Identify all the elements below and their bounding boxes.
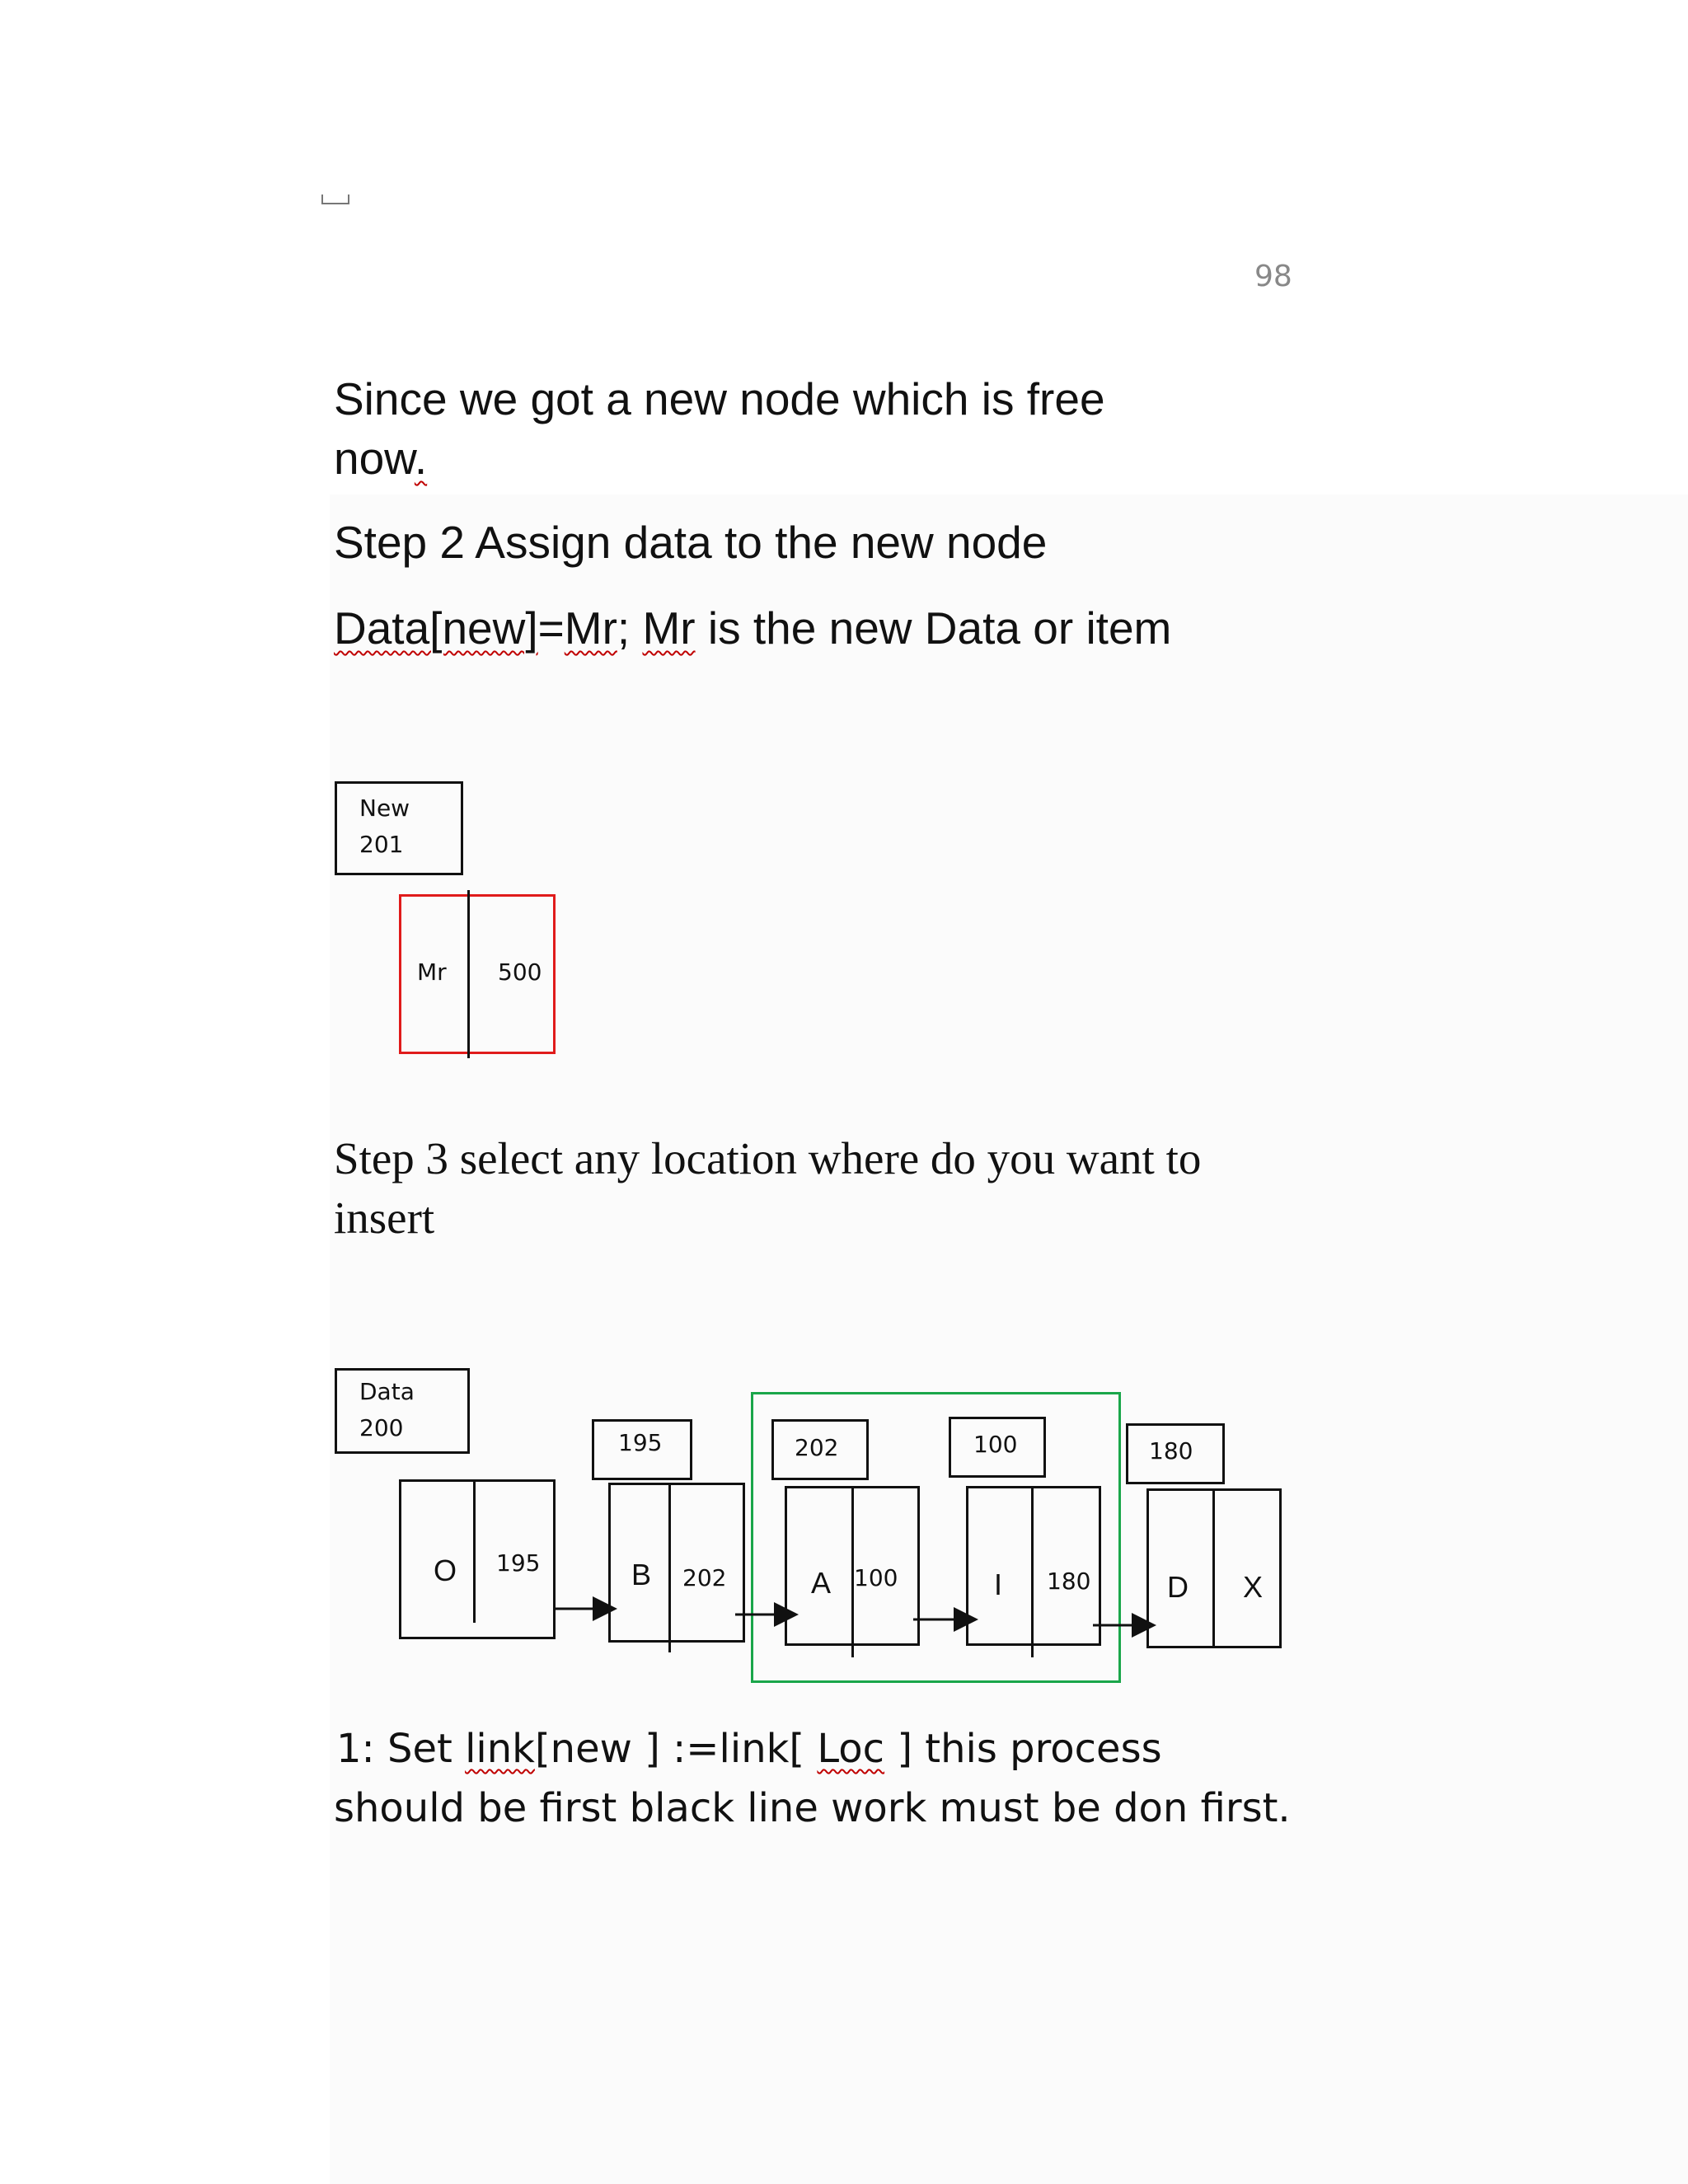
list-node-2-address: 195 [618,1429,663,1456]
paragraph-line-1: Since we got a new node which is free [334,373,1105,424]
note-loc-word: Loc [817,1726,885,1772]
mr-token-2: Mr [642,602,696,654]
start-pointer-address: 200 [359,1414,404,1441]
note-assignment: [new ] :=link[ [534,1726,818,1772]
list-node-1-data: O [434,1554,457,1587]
paragraph-word-now: now [334,433,415,484]
list-node-5-data: D [1167,1570,1189,1604]
note-number: 1 [336,1726,362,1772]
new-node-link: 500 [498,958,542,986]
list-node-4-address: 100 [973,1431,1018,1458]
note-line-2: should be first black line work must be don first. [334,1785,1291,1831]
note-line-1 [336,1719,1162,1779]
list-node-5-address: 180 [1149,1437,1193,1465]
list-node-5-link: X [1243,1570,1264,1604]
semicolon-token: ; [617,602,643,654]
list-node-2-data: B [631,1558,652,1591]
step-3-line-1: Step 3 select any location where do you want to [334,1133,1202,1183]
step-2-heading: Step 2 Assign data to the new node [334,517,1048,568]
new-pointer-address: 201 [359,831,404,858]
list-node-2-link: 202 [682,1564,727,1591]
list-node-3-link: 100 [854,1564,898,1591]
list-node-4-data: I [994,1568,1003,1601]
list-node-3-address: 202 [795,1434,839,1461]
new-node-data: Mr [417,958,447,986]
note-set: : Set [361,1726,466,1772]
equals-token: = [537,602,565,654]
data-line-rest: is the new Data or item [695,602,1172,654]
step-3-line-2: insert [334,1193,435,1243]
note-link-word: link [465,1726,535,1772]
list-node-1-link: 195 [496,1549,541,1577]
paragraph-period: . [414,433,428,484]
list-node-4-link: 180 [1047,1568,1091,1595]
mr-token: Mr [564,602,617,654]
start-pointer-label: Data [359,1378,415,1405]
new-pointer-label: New [359,794,410,822]
note-process: ] this process [884,1726,1162,1772]
list-node-3-data: A [811,1566,832,1600]
data-new-token: Data[new] [334,602,538,654]
page-number: 98 [1254,260,1292,293]
